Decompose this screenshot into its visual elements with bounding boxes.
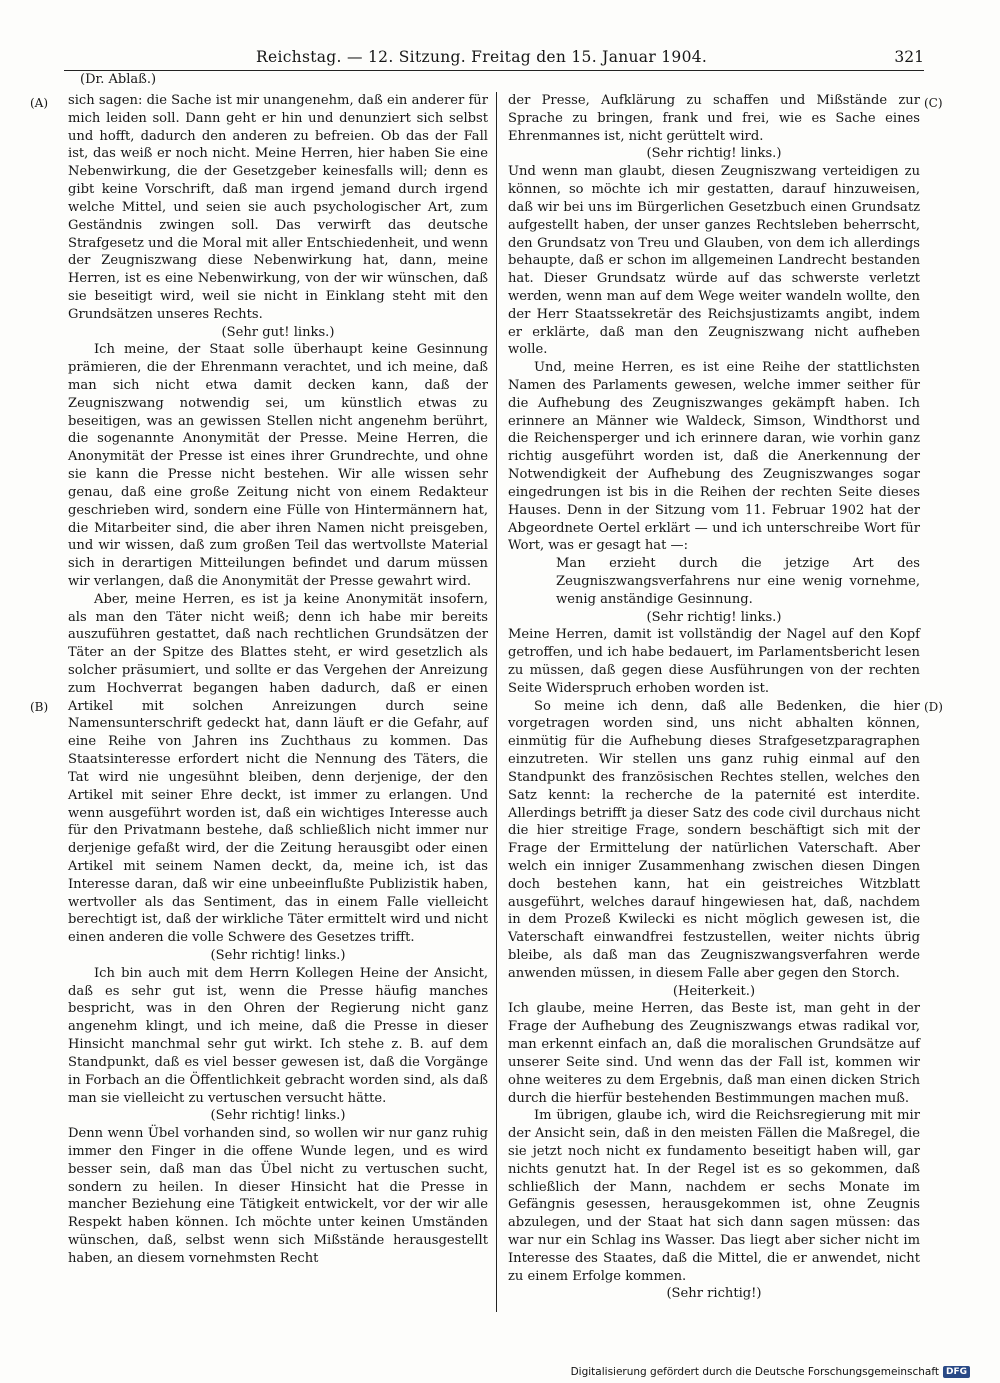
- paragraph: Ich bin auch mit dem Herrn Kollegen Heine der Ansicht, daß es sehr gut ist, wenn die Presse häufig manches bespricht, was in den Ohren der Regierung nicht ganz angenehm klingt, und ich meine, daß die Presse in dieser Hinsicht manchmal sehr gut wirkt. Ich stehe z. B. auf dem Standpunkt, daß es viel besser gewesen ist, daß die Vorgänge in Forbach an die Öffentlichkeit gebracht worden sind, als daß man sie vielleicht zu vertuschen versucht hätte.: [68, 965, 488, 1106]
- margin-mark-d: (D): [924, 700, 943, 714]
- interjection: (Sehr richtig!): [666, 1286, 762, 1302]
- interjection: (Sehr gut! links.): [221, 324, 335, 340]
- paragraph: Meine Herren, damit ist vollständig der Nagel auf den Kopf getroffen, und ich habe bedauert, im Parlamentsbericht lesen zu müssen, daß gegen diese Ausführungen von der rechten Seite Widerspruch erhoben worden ist.: [508, 627, 920, 696]
- column-rule: [496, 92, 497, 1312]
- interjection: (Sehr richtig! links.): [210, 1108, 346, 1124]
- interjection: (Sehr richtig! links.): [646, 609, 782, 625]
- quotation: Man erzieht durch die jetzige Art des Zeugniszwangsverfahrens nur eine wenig vornehme, wenig anständige Gesinnung.: [556, 556, 920, 607]
- paragraph: Aber, meine Herren, es ist ja keine Anonymität insofern, als man den Täter nicht weiß; denn ich habe mir bereits auszuführen gestattet, daß nach rechtlichen Grundsätzen der Täter an der Spitze des Blattes steht, er wird gesetzlich als solcher präsumiert, und sollte er das Vergehen der Anreizung zum Hochverrat begangen haben dadurch, daß er einen Artikel mit solchen Anreizungen durch seine Namensunterschrift gedeckt hat, dann läuft er die Gefahr, auf eine Reihe von Jahren ins Zuchthaus zu kommen. Das Staatsinteresse erfordert nicht die Nennung des Täters, die Tat wird nie ungesühnt bleiben, denn derjenige, der den Artikel mit seiner Ehre deckt, ist immer zu erlangen. Und wenn ausgeführt worden ist, daß ein wichtiges Interesse auch für den Privatmann bestehe, daß schließlich nicht immer nur derjenige gefaßt wird, der die Zeitung herausgibt oder einen Artikel mit seinem Namen deckt, da, meine ich, ist das Interesse daran, daß wir eine unbeeinflußte Publizistik haben, wertvoller als das Sentiment, das in einem Falle vielleicht berechtigt ist, daß der wirkliche Täter ermittelt wird und nicht einen anderen die volle Schwere des Gesetzes trifft.: [68, 591, 488, 946]
- margin-mark-b: (B): [30, 700, 49, 714]
- interjection: (Sehr richtig! links.): [210, 948, 346, 963]
- header-rule: [64, 70, 924, 71]
- paragraph: Ich meine, der Staat solle überhaupt keine Gesinnung prämieren, die der Ehrenmann verachtet, und ich meine, daß man sich nicht etwa damit decken kann, daß der Zeugniszwang notwendig sei, um künstlich etwas zu beseitigen, was an gewissen Stellen nicht angenehm berührt, die sogenannte Anonymität der Presse. Meine Herren, die Anonymität der Presse ist eines ihrer Grundrechte, und ohne sie kann die Presse nicht bestehen. Wir alle wissen sehr genau, daß eine große Zeitung nicht von einem Redakteur geschrieben wird, sondern eine Fülle von Hintermännern hat, die Mitarbeiter sind, die aber ihren Namen nicht preisgeben, und wir wissen, daß zum großen Teil das wertvollste Material sich in derartigen Mitteilungen befindet und darum müssen wir verlangen, daß die Anonymität der Presse gewahrt wird.: [68, 342, 488, 589]
- paragraph: Und, meine Herren, es ist eine Reihe der stattlichsten Namen des Parlaments gewesen, welche immer seither für die Aufhebung des Zeugniszwanges gekämpft haben. Ich erinnere an Männer wie Waldeck, Simson, Windthorst und die Reichensperger und ich erinnere daran, wie vorhin ganz richtig ausgeführt worden ist, daß die Anerkennung der Notwendigkeit der Aufhebung des Zeugniszwanges sogar eingedrungen ist bis in die Reihen der rechten Seite dieses Hauses. Denn in der Sitzung vom 11. Februar 1902 hat der Abgeordnete Oertel erklärt — und ich unterschreibe Wort für Wort, was er gesagt hat —:: [508, 360, 920, 554]
- margin-mark-c: (C): [924, 96, 943, 110]
- paragraph: sich sagen: die Sache ist mir unangenehm, daß ein anderer für mich leiden soll. Dann geht er hin und denunziert sich selbst und hofft, dadurch den anderen zu befreien. Ob das der Fall ist, das weiß er noch nicht. Meine Herren, hier haben Sie eine Nebenwirkung, die der Gesetzgeber keinesfalls will; denn es gibt keine Vorschrift, daß man irgend jemand durch irgend welche Mittel, und seien sie auch psychologischer Art, zum Geständnis zwingen soll. Das verwirft das deutsche Strafgesetz und die Moral mit aller Entschiedenheit, und wenn der Zeugniszwang diese Nebenwirkung hat, dann, meine Herren, ist es eine Nebenwirkung, von der wir wünschen, daß sie beseitigt wird, weil sie nicht in Einklang steht mit den Grundsätzen unseres Rechts.: [68, 93, 488, 322]
- paragraph: der Presse, Aufklärung zu schaffen und Mißstände zur Sprache zu bringen, frank und frei, wie es Sache eines Ehrenmannes ist, nicht gerüttelt wird.: [508, 93, 920, 144]
- dfg-logo: DFG: [943, 1366, 970, 1378]
- footer-text: Digitalisierung gefördert durch die Deutsche Forschungsgemeinschaft: [570, 1366, 939, 1378]
- interjection: (Heiterkeit.): [672, 983, 756, 999]
- interjection: (Sehr richtig! links.): [646, 146, 782, 162]
- paragraph: So meine ich denn, daß alle Bedenken, die hier vorgetragen worden sind, uns nicht abhalten können, einmütig für die Aufhebung dieses Strafgesetzparagraphen einzutreten. Wir stellen uns ganz ruhig einmal auf den Standpunkt des französischen Rechtes stellen, welches den Satz kennt: la recherche de la paternité est interdite. Allerdings betrifft ja dieser Satz des code civil durchaus nicht die hier streitige Frage, sondern beschäftigt sich mit der Frage der Ermittelung der natürlichen Vaterschaft. Aber welch ein inniger Zusammenhang zwischen diesen Dingen doch bestehen kann, hat ein geistreiches Witzblatt ausgeführt, welches darauf hingewiesen hat, daß, nachdem in dem Prozeß Kwilecki es nicht möglich gewesen ist, die Vaterschaft einwandfrei festzustellen, weiter nichts übrig bleibe, als daß man das Zeugniszwangsverfahren werde anwenden müssen, in diesem Falle aber gegen den Storch.: [508, 698, 920, 981]
- footer-credit: [571, 1365, 970, 1379]
- running-header: [64, 44, 924, 72]
- right-column: [508, 92, 920, 1303]
- paragraph: Und wenn man glaubt, diesen Zeugniszwang verteidigen zu können, so möchte ich mir gestatten, darauf hinzuweisen, daß wir bei uns im Bürgerlichen Gesetzbuch einen Grundsatz aufgestellt haben, der unser ganzes Rechtsleben beherrscht, den Grundsatz von Treu und Glauben, von dem ich allerdings behaupte, daß er schon im allgemeinen Landrecht bestanden hat. Dieser Grundsatz würde auf das schwerste verletzt werden, wenn man auf dem Wege weiter wandeln wollte, den der Herr Staatssekretär des Reichsjustizamts angibt, indem er erklärte, daß man den Zeugniszwang nicht aufheben wolle.: [508, 164, 920, 358]
- left-column: [68, 92, 488, 1268]
- paragraph: Ich glaube, meine Herren, das Beste ist, man geht in der Frage der Aufhebung des Zeugniszwangs etwas radikal vor, man erkennt einfach an, daß die moralischen Grundsätze auf unserer Seite sind. Und wenn das der Fall ist, kommen wir ohne weiteres zu dem Ergebnis, daß man einen dicken Strich durch die hierfür bestehenden Bestimmungen machen muß.: [508, 1001, 920, 1106]
- page-number: 321: [894, 48, 924, 66]
- running-title: Reichstag. — 12. Sitzung. Freitag den 15. Januar 1904.: [256, 48, 708, 66]
- margin-mark-a: (A): [30, 96, 49, 110]
- paragraph: Im übrigen, glaube ich, wird die Reichsregierung mit mir der Ansicht sein, daß in den meisten Fällen die Maßregel, die sie jetzt noch nicht ex fundamento beseitigt haben will, gar nichts genutzt hat. In der Regel ist es so gekommen, daß schließlich der Mann, nachdem er sechs Monate im Gefängnis gesessen, herausgekommen ist, ohne Zeugnis abzulegen, und der Staat hat sich dann sagen müssen: das war nur ein Schlag ins Wasser. Das liegt aber sicher nicht im Interesse des Staates, daß die Mittel, die er anwendet, nicht zu einem Erfolge kommen.: [508, 1108, 920, 1284]
- paragraph: Denn wenn Übel vorhanden sind, so wollen wir nur ganz ruhig immer den Finger in die offene Wunde legen, und es wird besser sein, daß man das Übel nicht zu vertuschen sucht, sondern zu heilen. In dieser Hinsicht hat die Presse in mancher Beziehung eine Tätigkeit entwickelt, vor der wir alle Respekt haben können. Ich möchte unter keinen Umständen wünschen, daß, selbst wenn sich Mißstände herausgestellt haben, an diesem vornehmsten Recht: [68, 1126, 488, 1266]
- speaker-name: (Dr. Ablaß.): [80, 72, 157, 87]
